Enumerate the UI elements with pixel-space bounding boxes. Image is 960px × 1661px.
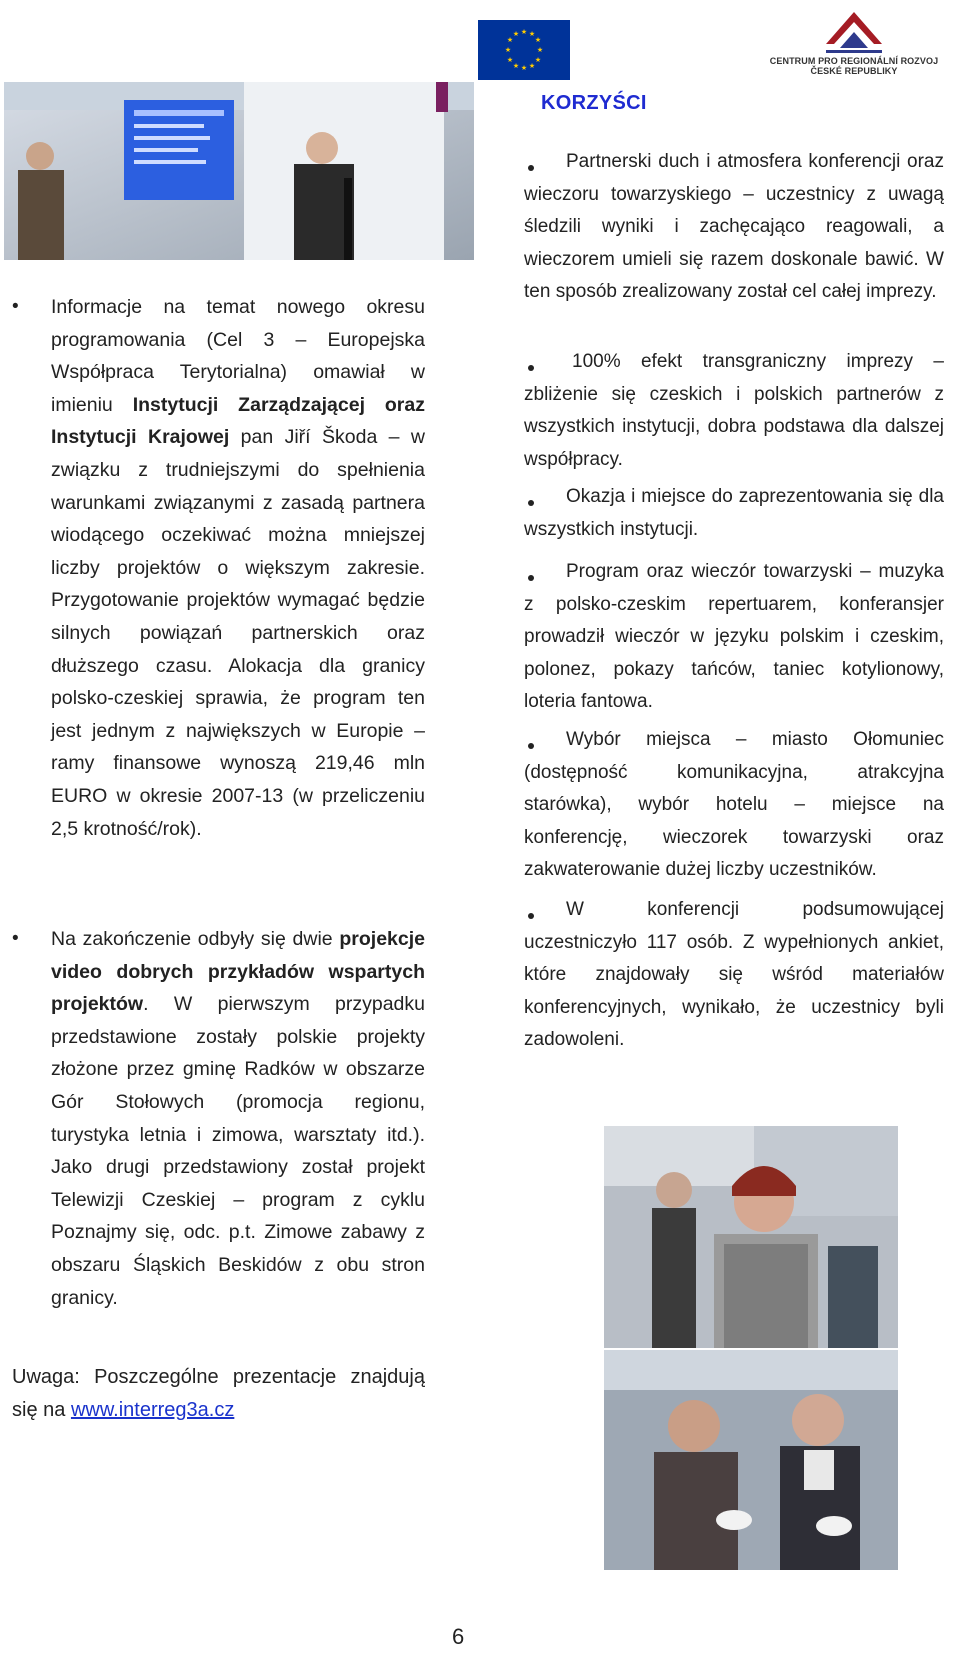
page-number: 6 bbox=[452, 1624, 465, 1649]
paragraph-text: . W pierwszym przypadku przedstawione zostały polskie projekty złożone przez gminę Radków w obszarze Gór Stołowych (promocja regionu, turystyka letnia i zimowa, warsztaty itd.). Jako drugi przedstawiony został projekt Telewizji Czeskiej – program z cyklu Poznajmy się, odc. p.t. Zimowe zabawy z obszaru Śląskich Beskidów z obu stron granicy. bbox=[51, 993, 425, 1309]
svg-text:★: ★ bbox=[506, 36, 514, 44]
paragraph-bold: projekcje video dobrych przykładów wspartych projektów bbox=[51, 928, 425, 1016]
eu-flag-icon bbox=[478, 20, 570, 80]
paragraph-text: Informacje na temat nowego okresu programowania (Cel 3 – Europejska Współpraca Terytorialna) omawiał w imieniu bbox=[51, 296, 425, 416]
svg-text:★: ★ bbox=[534, 56, 542, 64]
svg-text:★: ★ bbox=[512, 30, 520, 38]
svg-text:★: ★ bbox=[520, 64, 528, 72]
benefit-item: 100% efekt transgraniczny imprezy – zbliżenie się czeskich i polskich partnerów z wszystkich instytucji, dobra podstawa dla dalszej współpracy. bbox=[524, 351, 944, 470]
svg-text:★: ★ bbox=[528, 30, 536, 38]
crr-emblem-icon bbox=[766, 4, 942, 56]
benefit-item: Wybór miejsca – miasto Ołomuniec (dostępność komunikacyjna, atrakcyjna starówka), wybór hotelu – miejsce na konferencję, wieczorek towarzyski oraz zakwaterowanie dużej liczby uczestników. bbox=[524, 729, 944, 880]
svg-text:★: ★ bbox=[506, 56, 514, 64]
svg-text:★: ★ bbox=[520, 28, 528, 36]
paragraph-text: Na zakończenie odbyły się dwie bbox=[51, 928, 340, 950]
participants-coffee-photo bbox=[604, 1350, 898, 1570]
benefit-item: W konferencji podsumowującej uczestniczyło 117 osób. Z wypełnionych ankiet, które znajdowały się wśród materiałów konferencyjnych, wynikało, że uczestnicy byli zadowoleni. bbox=[524, 899, 944, 1050]
agency-name-line1: CENTRUM PRO REGIONÁLNÍ ROZVOJ bbox=[769, 56, 939, 66]
crr-logo bbox=[766, 4, 942, 76]
svg-text:★: ★ bbox=[536, 46, 544, 54]
agency-name-line2: ČESKÉ REPUBLIKY bbox=[810, 66, 898, 76]
paragraph-text: pan Jiří Škoda – w związku z trudniejszymi do spełnienia warunkami związanymi z zasadą partnera wiodącego oczekiwać można mniejszej liczby projektów o większym zakresie. Przygotowanie projektów wymagać będzie silnych powiązań partnerskich oraz dłuższego czasu. Alokacja dla granicy polsko-czeskiej sprawia, że program ten jest jednym z największych w Europie – ramy finansowe wynoszą 219,46 mln EURO w okresie 2007-13 (w przeliczeniu 2,5 krotność/rok). bbox=[51, 426, 425, 840]
svg-text:★: ★ bbox=[528, 62, 536, 70]
participant-woman-photo bbox=[604, 1126, 898, 1348]
benefit-item: Okazja i miejsce do zaprezentowania się dla wszystkich instytucji. bbox=[524, 486, 944, 540]
bullet-dot: • bbox=[12, 296, 19, 317]
interreg-link[interactable]: www.interreg3a.cz bbox=[70, 1399, 235, 1421]
svg-text:★: ★ bbox=[512, 62, 520, 70]
svg-text:★: ★ bbox=[504, 46, 512, 54]
paragraph-bold: Instytucji Zarządzającej oraz Instytucji Krajowej bbox=[51, 393, 425, 449]
note-text: Uwaga: Poszczególne prezentacje znajdują się na bbox=[12, 1366, 425, 1421]
note-paragraph bbox=[12, 1361, 425, 1427]
benefits-heading: KORZYŚCI bbox=[541, 92, 647, 114]
bullet-dot: • bbox=[12, 928, 19, 949]
agency-name bbox=[766, 56, 942, 76]
benefit-item: Program oraz wieczór towarzyski – muzyka z polsko-czeskim repertuarem, konferansjer prowadził wieczór w języku polskim i czeskim, polonez, pokazy tańców, taniec kotylionowy, loteria fantowa. bbox=[524, 561, 944, 712]
program-info-paragraph bbox=[51, 291, 425, 845]
eu-flag-logo bbox=[478, 20, 570, 80]
svg-text:★: ★ bbox=[534, 36, 542, 44]
benefit-item: Partnerski duch i atmosfera konferencji oraz wieczoru towarzyskiego – uczestnicy z uwagą śledzili wyniki i zachęcająco reagowali, a wieczorem umieli się razem doskonale bawić. W ten sposób zrealizowany został cel całej imprezy. bbox=[524, 151, 944, 302]
video-projection-paragraph bbox=[51, 923, 425, 1314]
conference-speakers-photo bbox=[4, 82, 474, 260]
